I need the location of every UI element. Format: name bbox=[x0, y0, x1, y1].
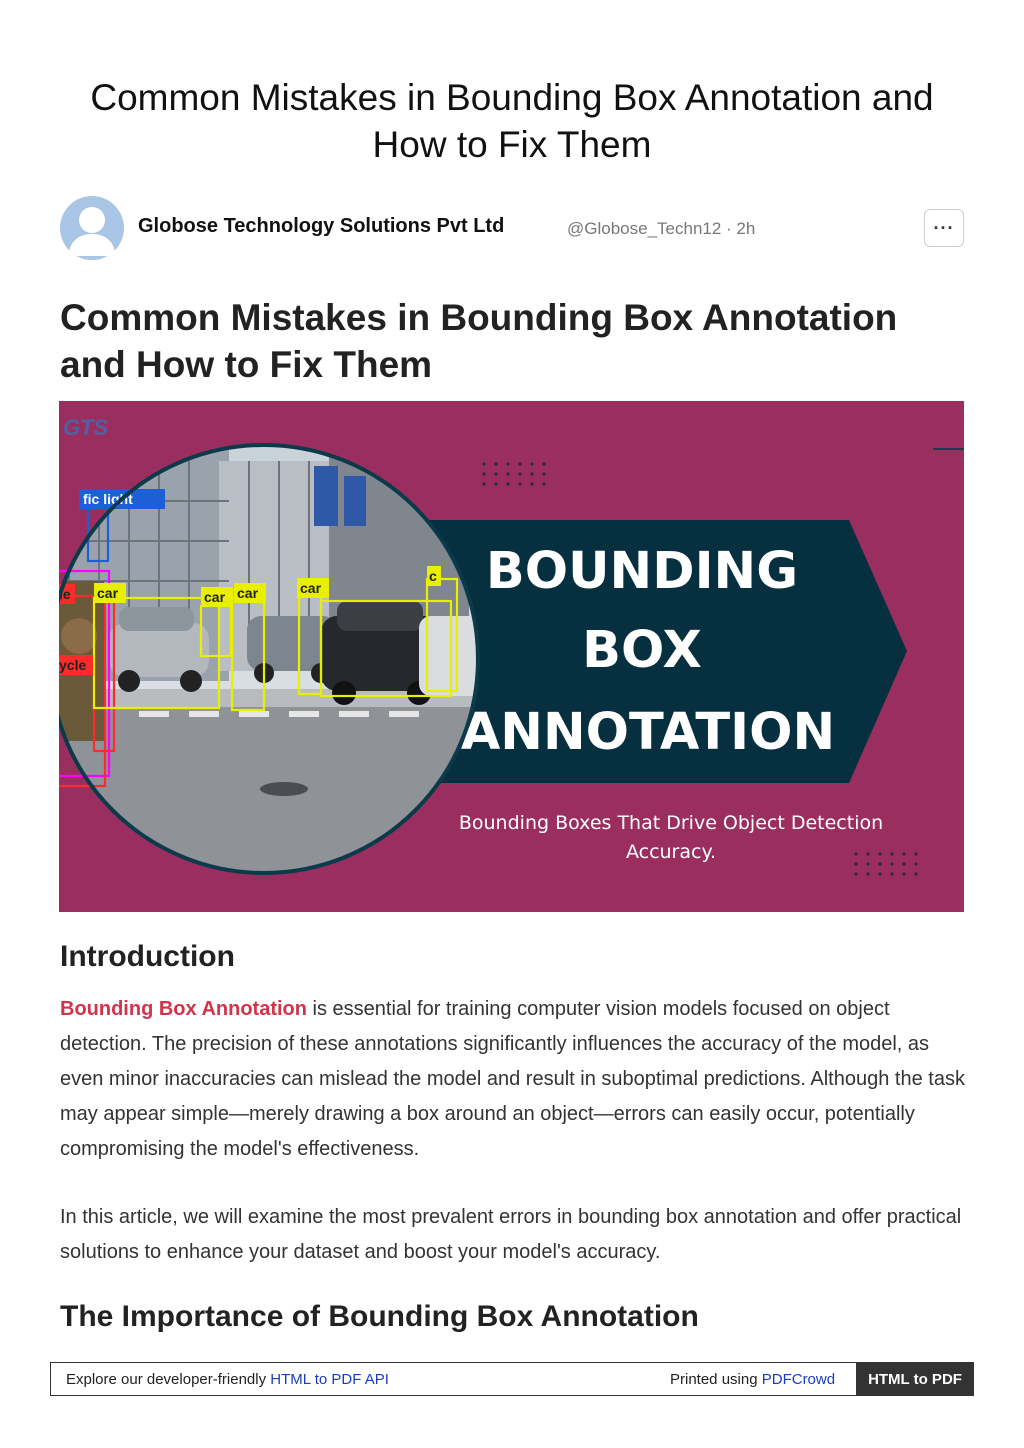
hero-heading-line-1: BOUNDING bbox=[485, 542, 799, 601]
hero-subtitle-line-2: Accuracy. bbox=[625, 841, 717, 863]
intro-paragraph-2: In this article, we will examine the most prevalent errors in bounding box annotation and offer practical solutions to enhance your dataset and boost your model's accuracy. bbox=[60, 1206, 962, 1263]
pdfcrowd-link[interactable]: PDFCrowd bbox=[761, 1371, 836, 1388]
gts-logo: GTS bbox=[63, 415, 109, 440]
label-car-4: car bbox=[300, 580, 322, 596]
html-to-pdf-api-link[interactable]: HTML to PDF API bbox=[270, 1371, 389, 1388]
label-car-1: car bbox=[97, 585, 119, 601]
page-title: Common Mistakes in Bounding Box Annotation and How to Fix Them bbox=[90, 77, 934, 165]
author-meta bbox=[567, 219, 755, 239]
label-c: c bbox=[429, 568, 437, 584]
hero-subtitle-line-1: Bounding Boxes That Drive Object Detection bbox=[458, 812, 884, 834]
author-handle[interactable]: @Globose_Techn12 bbox=[567, 219, 722, 238]
meta-separator: · bbox=[721, 219, 737, 238]
more-options-button[interactable]: ··· bbox=[924, 209, 964, 247]
pdf-footer-bar bbox=[50, 1362, 974, 1396]
hero-heading-line-2: BOX bbox=[582, 621, 702, 680]
hero-image bbox=[59, 401, 964, 912]
intro-heading: Introduction bbox=[60, 940, 235, 973]
author-row bbox=[60, 196, 964, 262]
footer-right bbox=[670, 1371, 835, 1388]
hero-heading-line-3: ANNOTATION bbox=[460, 703, 836, 762]
label-car-3: car bbox=[237, 585, 259, 601]
label-cycle: ycle bbox=[59, 657, 87, 673]
label-le: le bbox=[59, 586, 71, 602]
importance-heading: The Importance of Bounding Box Annotation bbox=[60, 1300, 699, 1333]
footer-left bbox=[66, 1371, 389, 1388]
label-car-2: car bbox=[204, 589, 226, 605]
intro-paragraph-1-text: is essential for training computer vision models focused on object detection. The precision of these annotations significantly influences the accuracy of the model, as even minor inaccuracies can mislead the model and result in suboptimal predictions. Although the task may appear simple—merely drawing a box around an object—errors can easily occur, potentially compromising the model's effectiveness. bbox=[60, 998, 965, 1160]
article-title: Common Mistakes in Bounding Box Annotation and How to Fix Them bbox=[60, 297, 898, 385]
post-time: 2h bbox=[736, 219, 756, 238]
html-to-pdf-button[interactable]: HTML to PDF bbox=[856, 1362, 974, 1396]
footer-right-text: Printed using bbox=[670, 1371, 762, 1388]
label-traffic-light: fic light bbox=[83, 491, 133, 507]
author-name[interactable]: Globose Technology Solutions Pvt Ltd bbox=[138, 215, 505, 237]
user-icon bbox=[60, 196, 124, 260]
intro-paragraph-1 bbox=[60, 992, 970, 1167]
hero-illustration bbox=[59, 401, 964, 912]
bounding-box-annotation-link[interactable]: Bounding Box Annotation bbox=[60, 998, 307, 1020]
avatar[interactable] bbox=[60, 196, 124, 260]
footer-left-text: Explore our developer-friendly bbox=[66, 1371, 271, 1388]
